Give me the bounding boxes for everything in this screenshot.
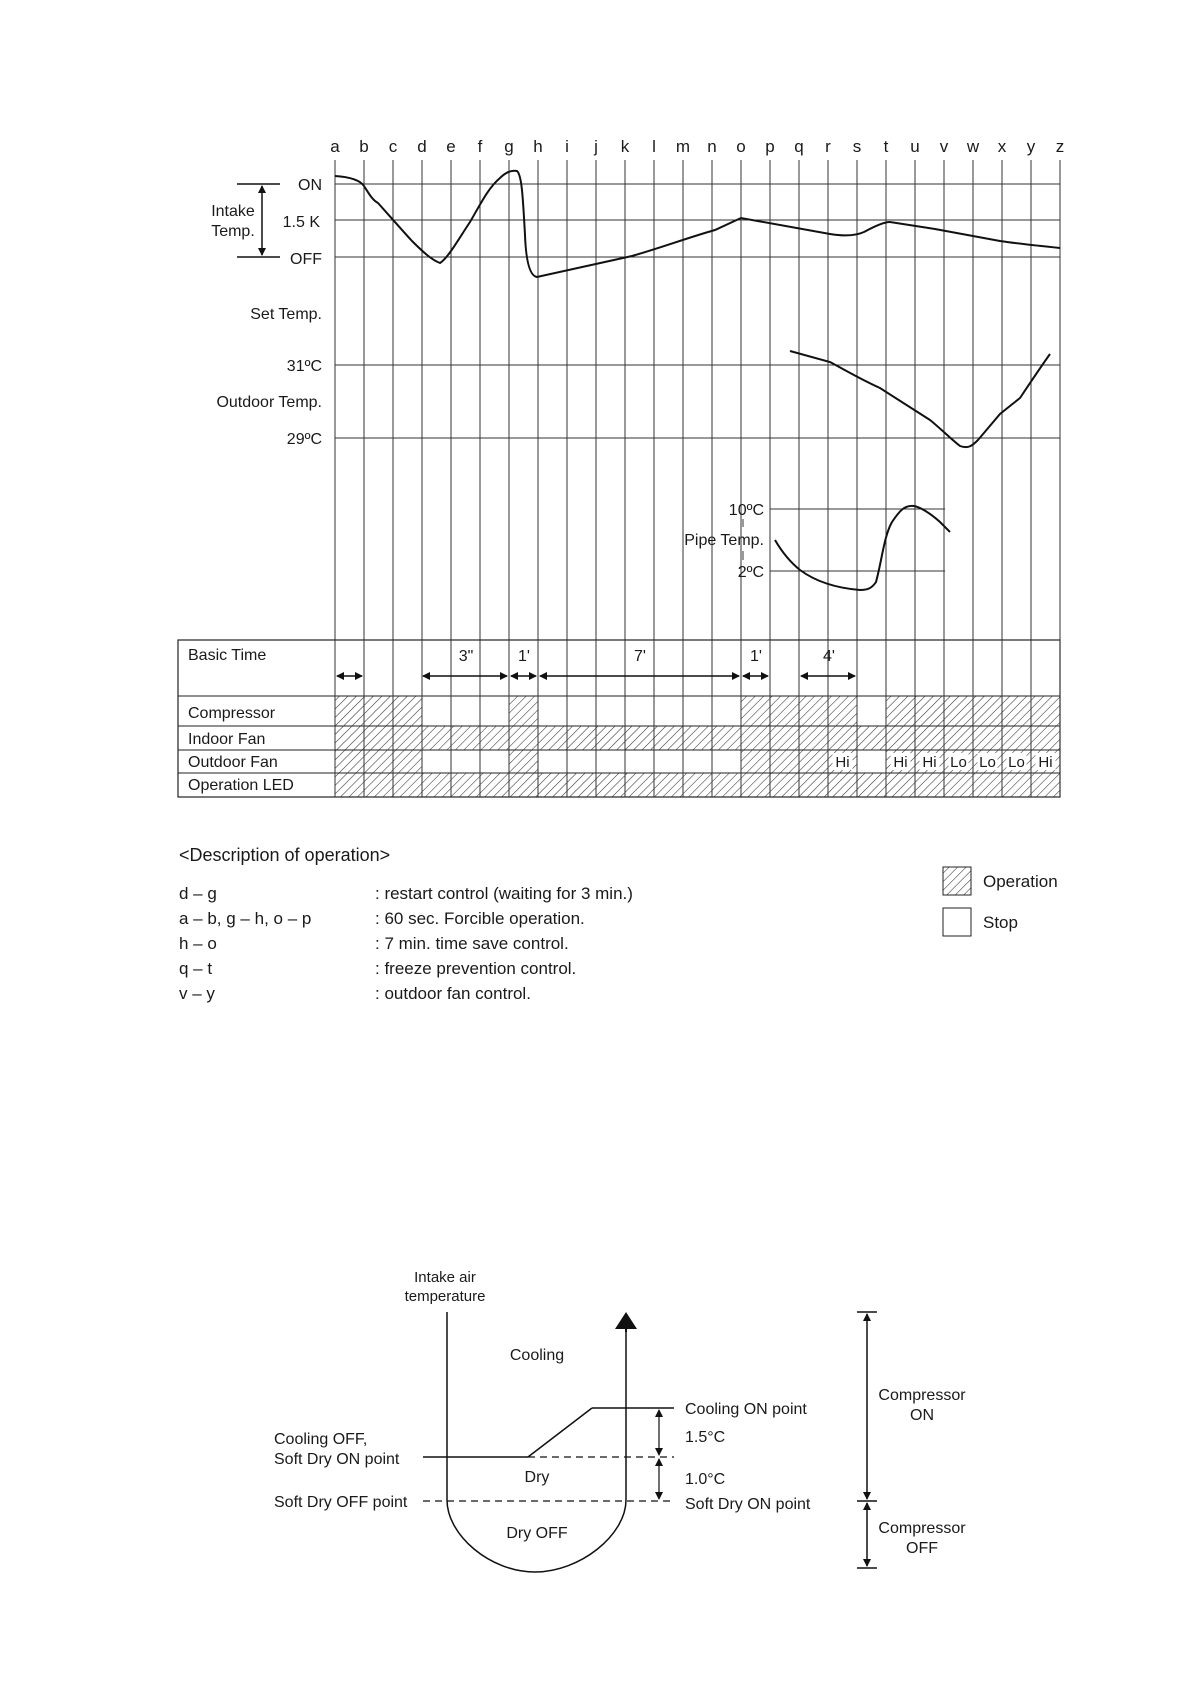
basic-time-mark-4min: 4': [823, 648, 835, 665]
intake-delta-label: 1.5 K: [282, 214, 320, 231]
cooling-label: Cooling: [509, 1347, 565, 1364]
column-letter-d: d: [417, 137, 427, 156]
description-of-operation: [179, 845, 633, 1003]
indoor-fan-on-cell: [335, 726, 1060, 750]
legend-stop-label: Stop: [983, 913, 1018, 932]
column-letters: [330, 137, 1064, 156]
column-letter-i: i: [565, 137, 569, 156]
fan-speed-label: Hi: [835, 754, 850, 771]
rising-arrow-head: [615, 1312, 637, 1329]
column-letter-b: b: [359, 137, 369, 156]
fan-speed-label: Hi: [1038, 754, 1053, 771]
legend-operation-swatch: [943, 867, 971, 895]
axis-label-line2: temperature: [404, 1288, 486, 1305]
soft-dry-on-point-label: Soft Dry ON point: [685, 1496, 811, 1513]
description-range-5: v – y: [179, 984, 215, 1003]
description-text-3: : 7 min. time save control.: [375, 934, 569, 953]
row-label-indoor-fan: Indoor Fan: [188, 731, 266, 748]
outdoor-low-label: 29ºC: [286, 431, 322, 448]
outdoor-temp-labels: [216, 358, 322, 448]
intake-title-line2: Temp.: [211, 223, 255, 240]
legend-stop-swatch: [943, 908, 971, 936]
delta-upper-label: 1.5°C: [685, 1429, 726, 1446]
cooling-off-label-line1: Cooling OFF,: [274, 1431, 368, 1448]
row-label-basic-time: Basic Time: [188, 647, 267, 664]
set-temp-label: Set Temp.: [250, 306, 322, 323]
timing-table: [178, 640, 1060, 797]
timing-chart: [178, 137, 1064, 797]
column-letter-n: n: [707, 137, 717, 156]
description-text-1: : restart control (waiting for 3 min.): [375, 884, 633, 903]
dry-label: Dry: [524, 1469, 550, 1486]
pipe-low-label: 2ºC: [737, 564, 764, 581]
dry-off-label: Dry OFF: [506, 1525, 568, 1542]
operation-led-row-cells: [335, 773, 1060, 797]
compressor-on-label-line1: Compressor: [878, 1387, 966, 1404]
row-label-compressor: Compressor: [188, 705, 276, 722]
soft-dry-off-point-label: Soft Dry OFF point: [274, 1494, 408, 1511]
column-letter-c: c: [388, 137, 398, 156]
description-range-2: a – b, g – h, o – p: [179, 909, 312, 928]
description-range-3: h – o: [179, 934, 217, 953]
column-letter-f: f: [477, 137, 483, 156]
compressor-off-label-line1: Compressor: [878, 1520, 966, 1537]
compressor-off-label-line2: OFF: [906, 1540, 938, 1557]
cooling-ramp-line: [528, 1408, 592, 1457]
column-letter-e: e: [446, 137, 456, 156]
soft-dry-diagram: [274, 1269, 966, 1572]
description-text-5: : outdoor fan control.: [375, 984, 531, 1003]
fan-speed-label: Hi: [922, 754, 937, 771]
column-letter-v: v: [939, 137, 949, 156]
outdoor-name-label: Outdoor Temp.: [216, 394, 322, 411]
basic-time-mark-1min-b: 1': [750, 648, 762, 665]
fan-speed-label: Hi: [893, 754, 908, 771]
compressor-on-label-line2: ON: [910, 1407, 934, 1424]
basic-time-mark-1min-a: 1': [518, 648, 530, 665]
column-letter-o: o: [736, 137, 746, 156]
pipe-name-label: Pipe Temp.: [684, 532, 764, 549]
row-label-operation-led: Operation LED: [188, 777, 294, 794]
column-letter-k: k: [620, 137, 630, 156]
description-title: <Description of operation>: [179, 845, 391, 865]
pipe-temp-labels: [684, 502, 764, 581]
column-letter-x: x: [997, 137, 1007, 156]
basic-time-mark-labels: [459, 648, 835, 665]
pipe-high-label: 10ºC: [728, 502, 764, 519]
column-letter-j: j: [594, 137, 598, 156]
cooling-off-label-line2: Soft Dry ON point: [274, 1451, 400, 1468]
column-letter-q: q: [794, 137, 804, 156]
fan-speed-label: Lo: [979, 754, 996, 771]
cooling-on-point-label: Cooling ON point: [685, 1401, 807, 1418]
column-letter-g: g: [504, 137, 514, 156]
column-letter-s: s: [852, 137, 862, 156]
delta-lower-label: 1.0°C: [685, 1471, 726, 1488]
fan-speed-label: Lo: [950, 754, 967, 771]
column-letter-a: a: [330, 137, 340, 156]
horizontal-grid: [335, 184, 1060, 571]
intake-off-label: OFF: [290, 251, 322, 268]
column-letter-r: r: [825, 137, 831, 156]
pipe-temp-curve: [775, 506, 950, 590]
column-letter-p: p: [765, 137, 775, 156]
description-text-4: : freeze prevention control.: [375, 959, 577, 978]
outdoor-fan-on-cell: [335, 750, 422, 773]
basic-time-mark-7min: 7': [634, 648, 646, 665]
column-letter-l: l: [652, 137, 656, 156]
description-range-4: q – t: [179, 959, 213, 978]
intake-temp-curve: [335, 171, 1060, 277]
column-letter-m: m: [675, 137, 691, 156]
axis-label-line1: Intake air: [414, 1269, 476, 1286]
row-label-outdoor-fan: Outdoor Fan: [188, 754, 278, 771]
legend-operation-label: Operation: [983, 872, 1058, 891]
operation-led-on-cell: [335, 773, 1060, 797]
column-letter-z: z: [1055, 137, 1065, 156]
intake-temp-labels: [211, 177, 322, 323]
description-text-2: : 60 sec. Forcible operation.: [375, 909, 585, 928]
fan-speed-label: Lo: [1008, 754, 1025, 771]
outdoor-fan-on-cell: [509, 750, 538, 773]
compressor-on-cell: [335, 696, 422, 726]
basic-time-mark-3min: 3": [458, 648, 474, 665]
compressor-on-cell: [509, 696, 538, 726]
column-letter-u: u: [910, 137, 920, 156]
column-letter-y: y: [1026, 137, 1036, 156]
intake-on-label: ON: [298, 177, 322, 194]
column-letter-t: t: [883, 137, 889, 156]
outdoor-high-label: 31ºC: [286, 358, 322, 375]
legend: [943, 867, 1058, 936]
intake-title-line1: Intake: [211, 203, 255, 220]
indoor-fan-row-cells: [335, 726, 1060, 750]
compressor-row-cells: [335, 696, 1060, 726]
column-letter-h: h: [533, 137, 543, 156]
description-range-1: d – g: [179, 884, 217, 903]
column-letter-w: w: [966, 137, 980, 156]
